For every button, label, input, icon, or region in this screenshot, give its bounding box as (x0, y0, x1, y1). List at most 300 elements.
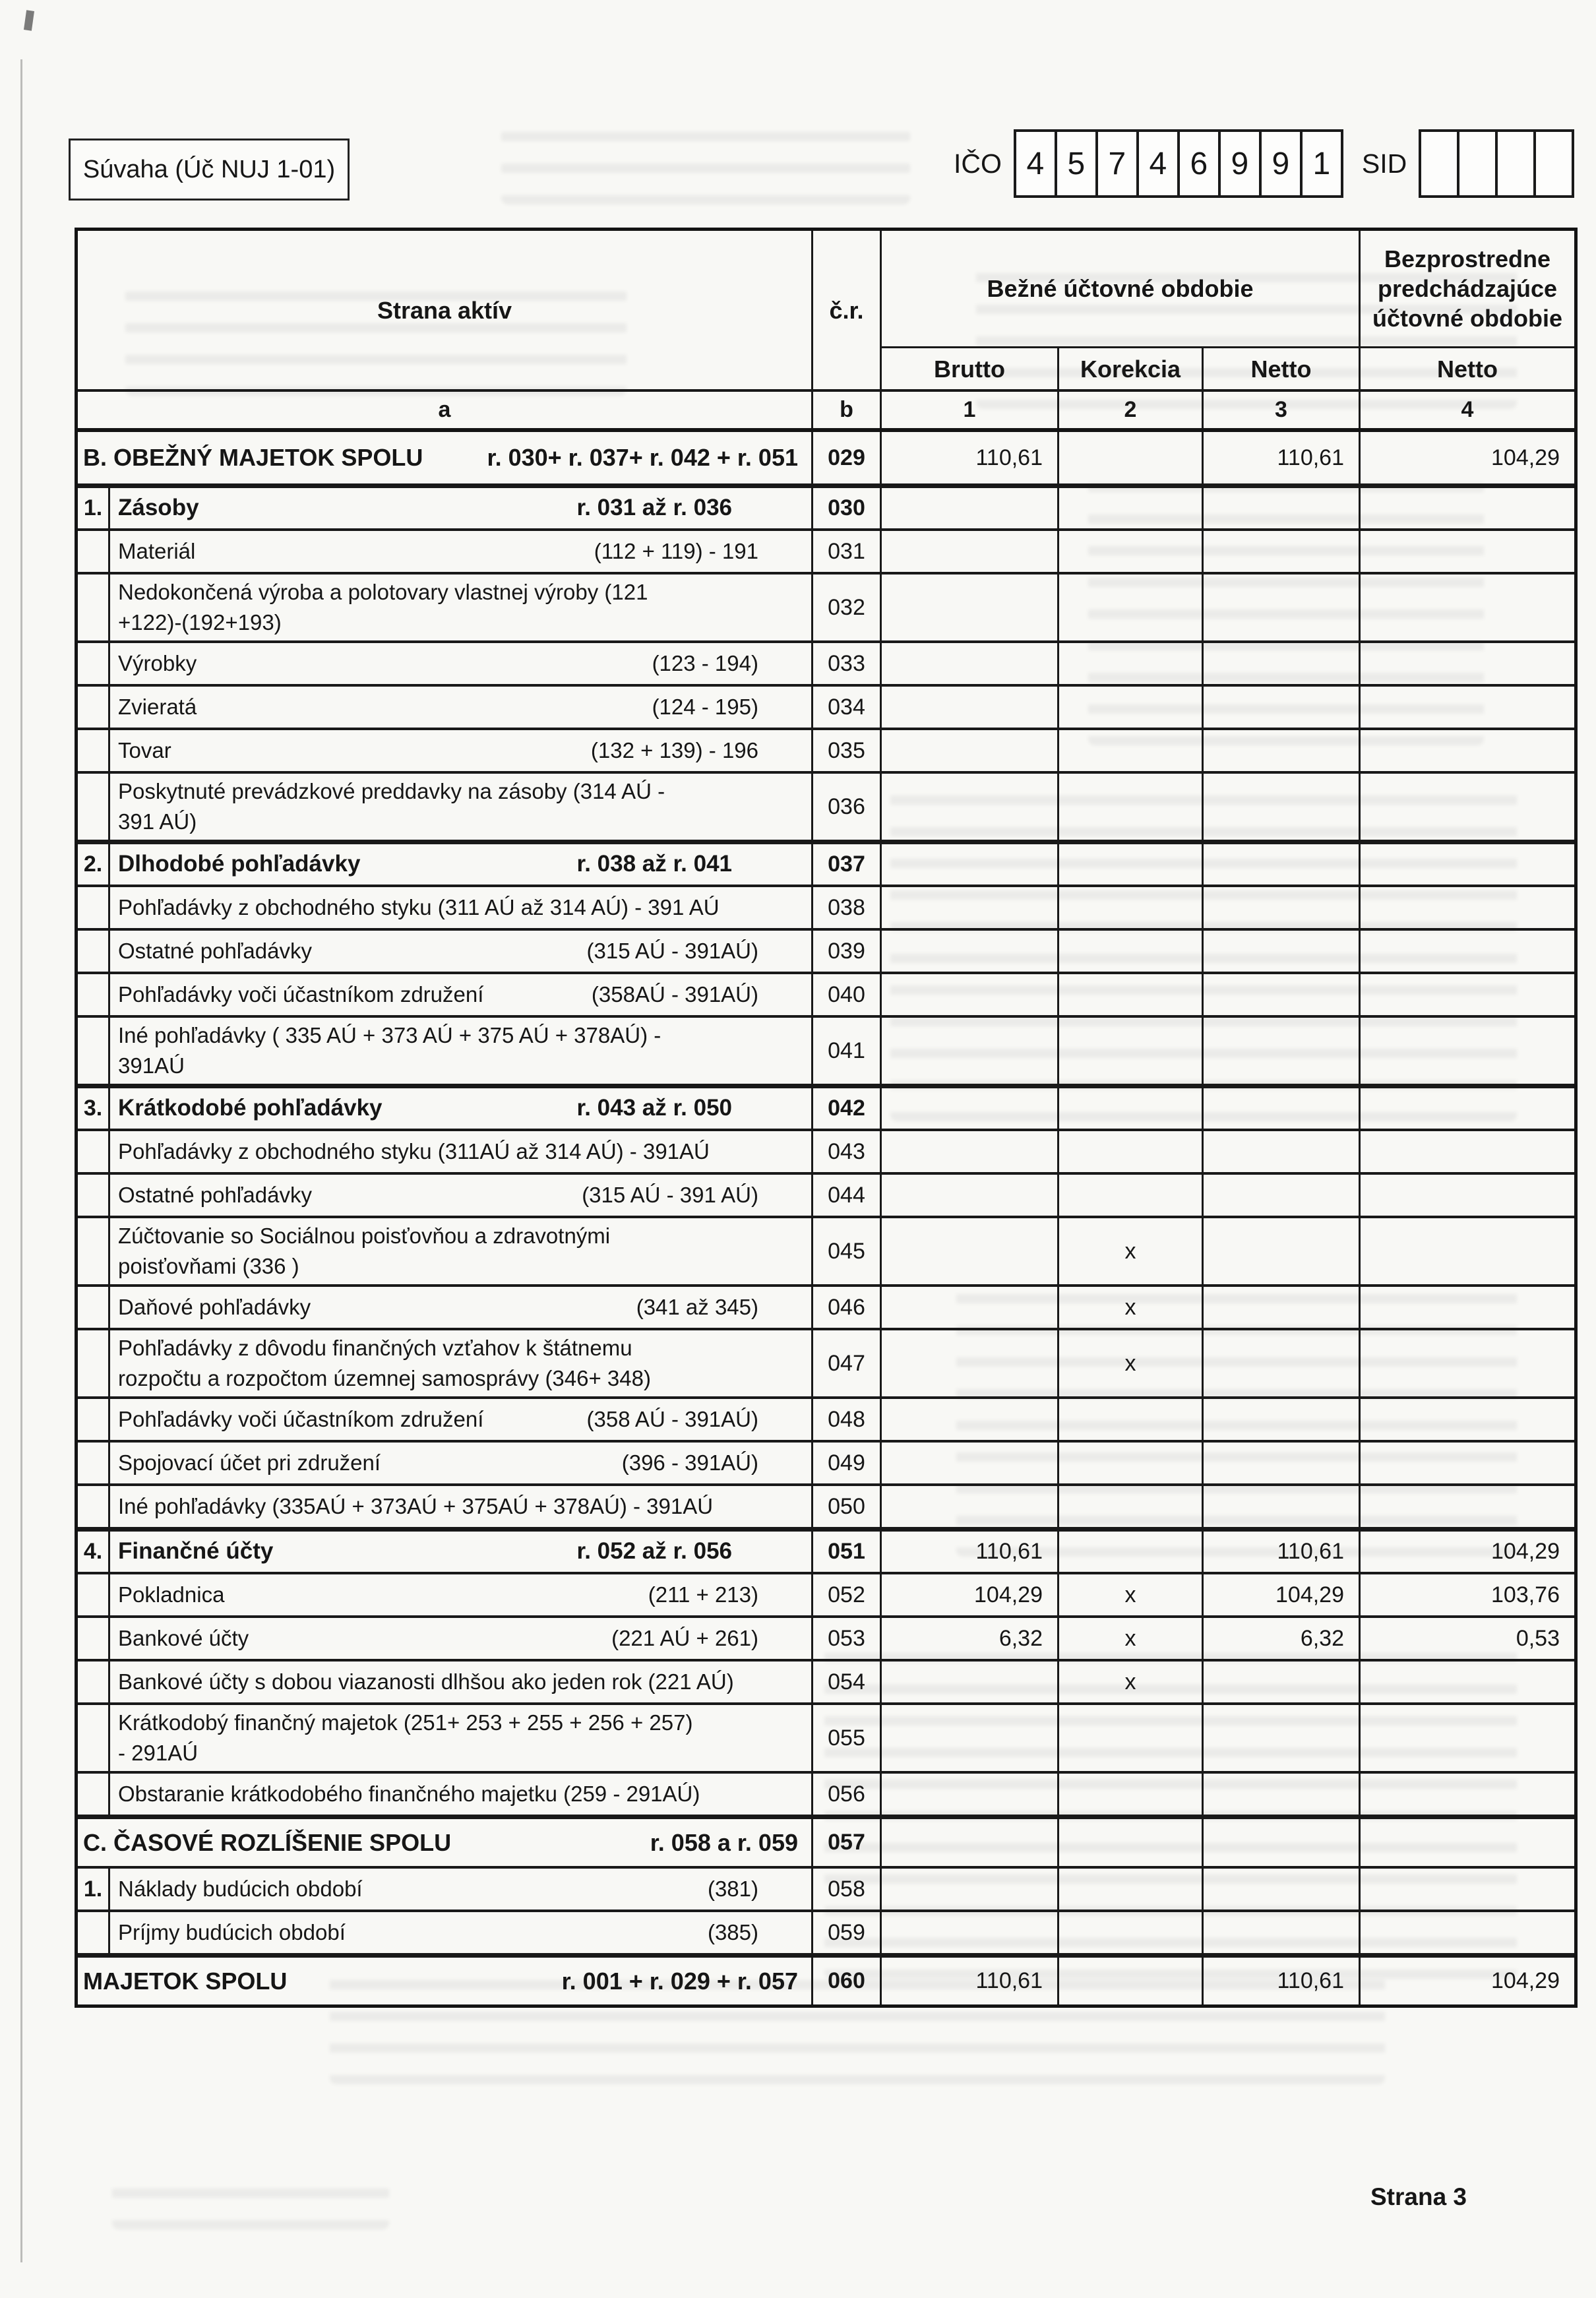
table-row (78, 1483, 1574, 1527)
row-label-cell (78, 1958, 813, 2004)
row-label-cell (110, 643, 813, 684)
row-formula: r. 043 až r. 050 (576, 1095, 732, 1121)
row-number-cell: 059 (813, 1912, 882, 1953)
row-label-cell (110, 1486, 813, 1527)
column-letter: 1 (882, 392, 1059, 428)
korekcia-value-cell (1059, 1486, 1204, 1527)
brutto-value-cell (882, 1912, 1059, 1953)
row-index-cell: 4. (78, 1532, 110, 1572)
table-row (78, 572, 1574, 640)
netto-value-cell (1204, 1912, 1361, 1953)
sid-cell (1457, 129, 1498, 198)
row-number-cell: 057 (813, 1819, 882, 1866)
brutto-value-cell (882, 1218, 1059, 1284)
row-formula: (358 AÚ - 391AÚ) (586, 1407, 758, 1432)
row-index-cell (78, 1399, 110, 1440)
netto-value-cell (1204, 1018, 1361, 1084)
row-index-cell (78, 730, 110, 771)
row-label: Nedokončená výroba a polotovary vlastnej výroby (121 +122)-(192+193) (118, 580, 648, 635)
header-korekcia: Korekcia (1059, 346, 1204, 389)
row-label: Pohľadávky voči účastníkom združení (118, 1407, 484, 1432)
row-label-cell (110, 844, 813, 885)
netto-previous-value-cell (1361, 1088, 1574, 1129)
row-label: Výrobky (118, 651, 197, 676)
netto-value-cell (1204, 531, 1361, 572)
brutto-value-cell (882, 1287, 1059, 1328)
row-label-cell (110, 887, 813, 928)
ico-digit-cell: 6 (1177, 129, 1221, 198)
korekcia-value-cell (1059, 687, 1204, 728)
row-label-cell (78, 432, 813, 483)
korekcia-value-cell (1059, 1443, 1204, 1483)
ico-digit-cell: 7 (1095, 129, 1139, 198)
netto-previous-value-cell: 104,29 (1491, 445, 1560, 470)
netto-previous-value-cell: 103,76 (1491, 1582, 1560, 1607)
brutto-value-cell (882, 574, 1059, 640)
netto-value-cell: 6,32 (1204, 1618, 1361, 1659)
netto-previous-value-cell (1361, 1661, 1574, 1702)
scan-edge-line (20, 59, 22, 2262)
row-number-cell: 048 (813, 1399, 882, 1440)
brutto-value-cell (882, 1175, 1059, 1216)
brutto-value-cell (882, 1869, 1059, 1910)
row-number-cell: 046 (813, 1287, 882, 1328)
table-row (78, 1771, 1574, 1815)
table-row (78, 1396, 1574, 1440)
row-index-cell (78, 1486, 110, 1527)
row-label: Iné pohľadávky (335AÚ + 373AÚ + 375AÚ + 378AÚ) - 391AÚ (118, 1494, 714, 1519)
row-formula: (124 - 195) (652, 695, 758, 720)
korekcia-value-cell (1059, 1774, 1204, 1815)
netto-previous-value-cell (1361, 1287, 1574, 1328)
row-index-cell: 3. (78, 1088, 110, 1129)
row-index-cell (78, 1287, 110, 1328)
netto-previous-value-cell (1361, 1330, 1574, 1396)
row-formula: (221 AÚ + 261) (611, 1626, 758, 1651)
brutto-value-cell (882, 531, 1059, 572)
row-index-cell (78, 1175, 110, 1216)
netto-previous-value-cell (1361, 730, 1574, 771)
row-number-cell: 036 (813, 774, 882, 840)
netto-previous-value-cell (1361, 1819, 1574, 1866)
bleedthrough-patch (112, 2170, 389, 2229)
korekcia-value-cell (1059, 643, 1204, 684)
table-row (78, 972, 1574, 1015)
netto-value-cell: 104,29 (1204, 1574, 1361, 1615)
netto-previous-value-cell (1361, 1399, 1574, 1440)
korekcia-value-cell (1059, 574, 1204, 640)
table-row (78, 1659, 1574, 1702)
row-label: MAJETOK SPOLU (83, 1967, 288, 1995)
row-label-cell (110, 774, 813, 840)
row-formula: r. 058 a r. 059 (650, 1828, 798, 1856)
netto-previous-value-cell (1361, 1175, 1574, 1216)
korekcia-value-cell (1059, 887, 1204, 928)
row-label-cell (110, 1443, 813, 1483)
table-row (78, 1866, 1574, 1910)
korekcia-value-cell (1059, 1705, 1204, 1771)
row-label-cell (110, 1574, 813, 1615)
netto-value-cell (1204, 774, 1361, 840)
row-label: Zúčtovanie so Sociálnou poisťovňou a zdravotnými poisťovňami (336 ) (118, 1224, 611, 1278)
netto-value-cell (1204, 687, 1361, 728)
row-number-cell: 037 (813, 844, 882, 885)
brutto-value-cell (882, 643, 1059, 684)
row-number-cell: 047 (813, 1330, 882, 1396)
table-row (78, 1015, 1574, 1084)
row-number-cell: 040 (813, 974, 882, 1015)
table-row (78, 684, 1574, 728)
row-number-cell: 050 (813, 1486, 882, 1527)
column-letter: 4 (1461, 397, 1474, 422)
row-label: Materiál (118, 539, 196, 564)
row-label: Zvieratá (118, 695, 197, 720)
column-letter: b (813, 392, 882, 428)
brutto-value-cell (882, 730, 1059, 771)
row-number-cell: 030 (813, 488, 882, 528)
korekcia-value-cell: x (1059, 1574, 1204, 1615)
brutto-value-cell (882, 1774, 1059, 1815)
netto-value-cell (1204, 1287, 1361, 1328)
netto-previous-value-cell (1361, 931, 1574, 972)
row-label: Bankové účty (118, 1626, 249, 1651)
row-formula: r. 001 + r. 029 + r. 057 (561, 1967, 798, 1995)
netto-value-cell (1204, 1175, 1361, 1216)
row-index-cell (78, 887, 110, 928)
row-number-cell: 032 (813, 574, 882, 640)
row-label-cell (110, 488, 813, 528)
row-index-cell (78, 643, 110, 684)
row-label: Pohľadávky z obchodného styku (311AÚ až 314 AÚ) - 391AÚ (118, 1139, 710, 1164)
row-label: B. OBEŽNÝ MAJETOK SPOLU (83, 444, 423, 472)
row-label-cell (110, 531, 813, 572)
ico-digit-cell: 1 (1300, 129, 1343, 198)
netto-value-cell (1204, 1869, 1361, 1910)
korekcia-value-cell (1059, 1399, 1204, 1440)
row-label-cell (110, 1287, 813, 1328)
row-index-cell (78, 1330, 110, 1396)
korekcia-value-cell (1059, 1018, 1204, 1084)
scan-artifact (24, 10, 34, 30)
korekcia-value-cell (1059, 432, 1204, 483)
netto-previous-value-cell (1361, 687, 1574, 728)
table-row (78, 528, 1574, 572)
header-row-number: č.r. (813, 231, 882, 389)
row-label: Zásoby (118, 495, 199, 521)
brutto-value-cell: 110,61 (882, 1532, 1059, 1572)
netto-value-cell (1204, 1330, 1361, 1396)
korekcia-value-cell (1059, 974, 1204, 1015)
row-label: Krátkodobé pohľadávky (118, 1095, 383, 1121)
korekcia-value-cell (1059, 1175, 1204, 1216)
row-number-cell: 034 (813, 687, 882, 728)
korekcia-value-cell (1059, 730, 1204, 771)
netto-previous-value-cell (1361, 1705, 1574, 1771)
column-letter: a (78, 392, 813, 428)
row-index-cell (78, 1131, 110, 1172)
row-index-cell (78, 974, 110, 1015)
row-label: Bankové účty s dobou viazanosti dlhšou ako jeden rok (221 AÚ) (118, 1669, 734, 1694)
brutto-value-cell (882, 1330, 1059, 1396)
table-row (78, 728, 1574, 771)
row-index-cell (78, 1618, 110, 1659)
brutto-value-cell (882, 1088, 1059, 1129)
header-current-period: Bežné účtovné obdobie (882, 231, 1361, 346)
brutto-value-cell (882, 1705, 1059, 1771)
row-index-cell: 1. (78, 1869, 110, 1910)
table-row (78, 840, 1574, 885)
ico-digit-cell: 4 (1136, 129, 1180, 198)
korekcia-value-cell (1059, 931, 1204, 972)
header-netto: Netto (1204, 346, 1361, 389)
row-label-cell (110, 1661, 813, 1702)
row-number-cell: 051 (813, 1532, 882, 1572)
row-formula: r. 052 až r. 056 (576, 1538, 732, 1565)
row-number-cell: 045 (813, 1218, 882, 1284)
header-netto-previous: Netto (1361, 346, 1574, 389)
brutto-value-cell: 104,29 (882, 1574, 1059, 1615)
brutto-value-cell (882, 1018, 1059, 1084)
sid-cell (1533, 129, 1574, 198)
brutto-value-cell (882, 1399, 1059, 1440)
row-number-cell: 052 (813, 1574, 882, 1615)
row-label: Iné pohľadávky ( 335 AÚ + 373 AÚ + 375 AÚ + 378AÚ) - 391AÚ (118, 1023, 661, 1078)
row-label: Ostatné pohľadávky (118, 1183, 312, 1208)
row-index-cell (78, 687, 110, 728)
brutto-value-cell (882, 1486, 1059, 1527)
brutto-value-cell (882, 1131, 1059, 1172)
netto-value-cell (1204, 931, 1361, 972)
netto-value-cell (1204, 1218, 1361, 1284)
ico-digit-cell: 5 (1055, 129, 1098, 198)
netto-value-cell (1204, 974, 1361, 1015)
row-formula: (385) (707, 1920, 758, 1945)
header-strana-aktiv: Strana aktív (78, 231, 813, 389)
netto-previous-value-cell (1361, 574, 1574, 640)
ico-digit-cell: 9 (1218, 129, 1262, 198)
table-row (78, 640, 1574, 684)
bleedthrough-patch (501, 112, 910, 204)
brutto-value-cell: 110,61 (882, 432, 1059, 483)
table-row (78, 1172, 1574, 1216)
row-index-cell (78, 531, 110, 572)
brutto-value-cell (882, 1661, 1059, 1702)
row-label: Náklady budúcich období (118, 1877, 363, 1902)
column-letter-row (78, 389, 1574, 432)
korekcia-value-cell (1059, 1869, 1204, 1910)
row-label-cell (110, 687, 813, 728)
netto-value-cell (1204, 1486, 1361, 1527)
ico-digit-cell: 4 (1014, 129, 1057, 198)
table-row (78, 1615, 1574, 1659)
korekcia-value-cell (1059, 1912, 1204, 1953)
table-row (78, 1216, 1574, 1284)
table-row (78, 432, 1574, 483)
row-number-cell: 042 (813, 1088, 882, 1129)
table-header (78, 231, 1574, 389)
row-index-cell (78, 1774, 110, 1815)
row-label: Dlhodobé pohľadávky (118, 851, 361, 877)
row-label: Pohľadávky z obchodného styku (311 AÚ až 314 AÚ) - 391 AÚ (118, 895, 720, 920)
row-label-cell (110, 1618, 813, 1659)
table-row (78, 1527, 1574, 1572)
korekcia-value-cell (1059, 1958, 1204, 2004)
netto-value-cell (1204, 1088, 1361, 1129)
ico-sid-strip (954, 129, 1574, 198)
korekcia-value-cell: x (1059, 1218, 1204, 1284)
korekcia-value-cell (1059, 1819, 1204, 1866)
netto-previous-value-cell (1361, 974, 1574, 1015)
netto-value-cell (1204, 574, 1361, 640)
row-formula: (381) (707, 1877, 758, 1902)
row-label: Tovar (118, 738, 171, 763)
row-formula: r. 031 až r. 036 (576, 495, 732, 521)
sid-cell (1495, 129, 1536, 198)
netto-previous-value-cell: 104,29 (1491, 1539, 1560, 1564)
netto-value-cell (1204, 643, 1361, 684)
row-formula: (315 AÚ - 391 AÚ) (582, 1183, 758, 1208)
row-label-cell (110, 1175, 813, 1216)
row-formula: (132 + 139) - 196 (590, 738, 758, 763)
table-row (78, 1815, 1574, 1866)
korekcia-value-cell: x (1059, 1618, 1204, 1659)
brutto-value-cell (882, 1819, 1059, 1866)
row-index-cell (78, 1018, 110, 1084)
row-label-cell (78, 1819, 813, 1866)
row-number-cell: 031 (813, 531, 882, 572)
row-label: Pohľadávky voči účastníkom združení (118, 982, 484, 1007)
brutto-value-cell (882, 974, 1059, 1015)
sid-label: SID (1361, 148, 1407, 179)
row-index-cell (78, 1661, 110, 1702)
row-label-cell (110, 1218, 813, 1284)
table-row (78, 885, 1574, 928)
row-number-cell: 049 (813, 1443, 882, 1483)
netto-value-cell: 110,61 (1204, 432, 1361, 483)
row-index-cell (78, 1574, 110, 1615)
brutto-value-cell (882, 774, 1059, 840)
row-number-cell: 041 (813, 1018, 882, 1084)
netto-previous-value-cell (1361, 1131, 1574, 1172)
row-number-cell: 044 (813, 1175, 882, 1216)
row-label-cell (110, 1532, 813, 1572)
korekcia-value-cell: x (1059, 1287, 1204, 1328)
row-label: Obstaranie krátkodobého finančného majetku (259 - 291AÚ) (118, 1782, 700, 1807)
netto-previous-value-cell (1361, 531, 1574, 572)
row-formula: r. 038 až r. 041 (576, 851, 732, 877)
netto-previous-value-cell: 0,53 (1516, 1625, 1560, 1651)
brutto-value-cell (882, 687, 1059, 728)
brutto-value-cell (882, 1443, 1059, 1483)
table-row (78, 1572, 1574, 1615)
ico-cells (1014, 129, 1343, 198)
netto-value-cell (1204, 730, 1361, 771)
row-label-cell (110, 931, 813, 972)
form-title: Súvaha (Úč NUJ 1-01) (82, 155, 336, 183)
row-label: Finančné účty (118, 1538, 274, 1565)
korekcia-value-cell (1059, 774, 1204, 840)
netto-value-cell (1204, 887, 1361, 928)
netto-value-cell: 110,61 (1204, 1958, 1361, 2004)
netto-previous-value-cell (1361, 643, 1574, 684)
row-label-cell (110, 1131, 813, 1172)
row-index-cell (78, 1912, 110, 1953)
row-label: Ostatné pohľadávky (118, 939, 312, 964)
netto-value-cell (1204, 1705, 1361, 1771)
row-label-cell (110, 574, 813, 640)
korekcia-value-cell: x (1059, 1661, 1204, 1702)
row-index-cell: 1. (78, 488, 110, 528)
header-brutto: Brutto (882, 346, 1059, 389)
korekcia-value-cell (1059, 1088, 1204, 1129)
netto-previous-value-cell (1361, 887, 1574, 928)
ico-digit-cell: 9 (1259, 129, 1303, 198)
row-label-cell (110, 1912, 813, 1953)
row-number-cell: 056 (813, 1774, 882, 1815)
brutto-value-cell (882, 844, 1059, 885)
row-number-cell: 029 (813, 432, 882, 483)
netto-previous-value-cell (1361, 1486, 1574, 1527)
row-label: Pokladnica (118, 1582, 225, 1607)
row-formula: (396 - 391AÚ) (621, 1450, 758, 1475)
korekcia-value-cell (1059, 844, 1204, 885)
page-number: Strana 3 (1370, 2183, 1467, 2210)
balance-sheet-table (75, 228, 1578, 2008)
brutto-value-cell (882, 887, 1059, 928)
netto-value-cell (1204, 1443, 1361, 1483)
row-label: Pohľadávky z dôvodu finančných vzťahov k štátnemu rozpočtu a rozpočtom územnej samosprávy (346+ 348) (118, 1336, 651, 1390)
korekcia-value-cell (1059, 531, 1204, 572)
table-row (78, 928, 1574, 972)
netto-previous-value-cell (1361, 1869, 1574, 1910)
table-row (78, 1129, 1574, 1172)
table-row (78, 1702, 1574, 1771)
korekcia-value-cell (1059, 488, 1204, 528)
table-row (78, 1328, 1574, 1396)
netto-value-cell (1204, 844, 1361, 885)
column-letter: 3 (1204, 392, 1361, 428)
netto-previous-value-cell (1361, 774, 1574, 840)
table-row (78, 483, 1574, 528)
header-previous-period: Bezprostredne predchádzajúce účtovné obdobie (1372, 245, 1562, 332)
korekcia-value-cell (1059, 1131, 1204, 1172)
table-row (78, 1440, 1574, 1483)
korekcia-value-cell: x (1059, 1330, 1204, 1396)
row-index-cell (78, 931, 110, 972)
row-formula: (123 - 194) (652, 651, 758, 676)
row-formula: (211 + 213) (648, 1582, 758, 1607)
netto-previous-value-cell: 104,29 (1491, 1968, 1560, 1993)
ico-label: IČO (954, 148, 1002, 179)
row-formula: (341 až 345) (636, 1295, 758, 1320)
row-index-cell: 2. (78, 844, 110, 885)
row-formula: (358AÚ - 391AÚ) (591, 982, 758, 1007)
row-number-cell: 035 (813, 730, 882, 771)
row-label-cell (110, 1018, 813, 1084)
netto-previous-value-cell (1361, 1018, 1574, 1084)
row-label-cell (110, 1869, 813, 1910)
row-label-cell (110, 1399, 813, 1440)
row-label: Daňové pohľadávky (118, 1295, 311, 1320)
netto-previous-value-cell (1361, 1912, 1574, 1953)
netto-previous-value-cell (1361, 1774, 1574, 1815)
row-number-cell: 054 (813, 1661, 882, 1702)
netto-value-cell (1204, 1774, 1361, 1815)
row-number-cell: 055 (813, 1705, 882, 1771)
row-index-cell (78, 1705, 110, 1771)
row-label-cell (110, 1330, 813, 1396)
table-row (78, 1910, 1574, 1953)
